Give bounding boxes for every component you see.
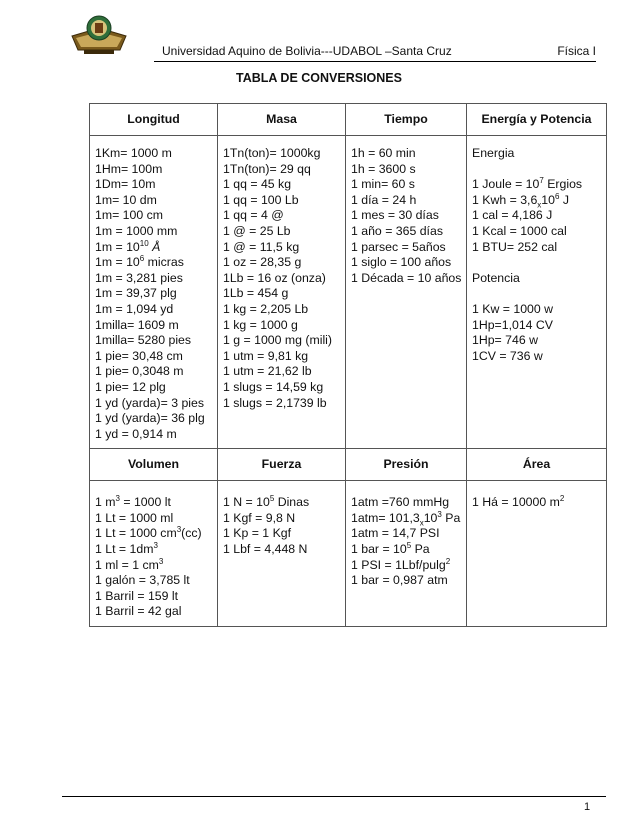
- header-tiempo: Tiempo: [346, 104, 467, 136]
- list-item: [351, 558, 461, 574]
- list-item: 1Hm= 100m: [95, 161, 163, 176]
- udabol-logo-icon: [68, 14, 130, 56]
- exponent: 10: [139, 238, 149, 248]
- exponent: 2: [445, 556, 451, 566]
- list-item: 1 pie= 0,3048 m: [95, 364, 184, 379]
- content-row-bottom: [90, 481, 607, 627]
- list-item: 1 utm = 9,81 kg: [223, 348, 309, 363]
- list-item: 1 yd (yarda)= 3 pies: [95, 395, 205, 410]
- text: 1 bar = 10: [351, 542, 407, 557]
- list-item: [95, 255, 212, 271]
- header-divider: [154, 61, 596, 62]
- list-item: 1Km= 1000 m: [95, 146, 172, 160]
- list-item: 1 año = 365 días: [351, 223, 443, 238]
- header-fuerza: Fuerza: [218, 449, 346, 481]
- list-item: 1 Barril = 42 gal: [95, 604, 182, 619]
- list-item: 1Tn(ton)= 1000kg: [223, 146, 321, 160]
- list-item: 1m = 39,37 plg: [95, 286, 177, 301]
- header-volumen: Volumen: [90, 449, 218, 481]
- spacer: [472, 162, 601, 178]
- list-item: 1milla= 5280 pies: [95, 333, 192, 348]
- section-label-energia: Energia: [472, 146, 515, 160]
- header-subject: Física I: [557, 44, 596, 58]
- list-item: 1 Década = 10 años: [351, 270, 462, 285]
- list-item: 1 bar = 0,987 atm: [351, 573, 448, 588]
- page-title: TABLA DE CONVERSIONES: [236, 71, 402, 85]
- list-item: 1 pie= 12 plg: [95, 379, 166, 394]
- list-item: 1 pie= 30,48 cm: [95, 348, 183, 363]
- text: 10: [423, 510, 438, 525]
- text: Dinas: [274, 495, 310, 510]
- cell-energia-potencia: [467, 136, 607, 449]
- content-row-top: [90, 136, 607, 449]
- text: 10: [541, 192, 555, 207]
- angstrom-symbol: Å: [152, 239, 161, 254]
- cell-presion: [346, 481, 467, 627]
- text: (cc): [181, 526, 202, 541]
- cell-longitud: [90, 136, 218, 449]
- page-number: 1: [584, 801, 591, 813]
- list-item: 1 día = 24 h: [351, 192, 417, 207]
- text: 1m = 10: [95, 255, 140, 270]
- list-item: 1h = 60 min: [351, 146, 416, 160]
- list-item: 1Dm= 10m: [95, 177, 156, 192]
- list-item: 1m = 1,094 yd: [95, 301, 174, 316]
- header-energia-potencia: Energía y Potencia: [467, 104, 607, 136]
- exponent: 3: [158, 556, 164, 566]
- text: Pa: [441, 510, 461, 525]
- list-item: 1h = 3600 s: [351, 161, 416, 176]
- text: 1 Joule = 10: [472, 177, 540, 192]
- list-item: 1 yd = 0,914 m: [95, 426, 177, 441]
- list-item: 1atm = 14,7 PSI: [351, 526, 440, 541]
- list-item: 1 qq = 45 kg: [223, 177, 292, 192]
- text: 1 Kwh = 3,6: [472, 192, 538, 207]
- list-item: 1milla= 1609 m: [95, 317, 179, 332]
- subscript: x: [537, 200, 542, 210]
- list-item: [95, 558, 212, 574]
- list-item: [95, 526, 212, 542]
- text: 1atm= 101,3: [351, 510, 420, 525]
- list-item: 1m= 10 dm: [95, 192, 157, 207]
- exponent: 3: [115, 494, 120, 504]
- text: 1 Lt = 1000 cm: [95, 526, 177, 541]
- exponent: 6: [139, 254, 145, 264]
- header-row-bottom: [90, 449, 607, 481]
- list-item: 1 yd (yarda)= 36 plg: [95, 411, 205, 426]
- exponent: 3: [153, 540, 158, 550]
- list-item: 1 utm = 21,62 lb: [223, 364, 312, 379]
- list-item: 1m= 100 cm: [95, 208, 164, 223]
- list-item: 1CV = 736 w: [472, 348, 543, 363]
- text: 1m = 10: [95, 239, 140, 254]
- list-item: 1 qq = 4 @: [223, 208, 284, 223]
- list-item: 1 siglo = 100 años: [351, 255, 452, 270]
- list-item: 1 kg = 2,205 Lb: [223, 301, 309, 316]
- text: Pa: [411, 542, 430, 557]
- exponent: 3: [176, 525, 182, 535]
- exponent: 5: [406, 540, 412, 550]
- list-item: 1m = 1000 mm: [95, 223, 178, 238]
- header-presion: Presión: [346, 449, 467, 481]
- subscript: x: [419, 518, 424, 528]
- cell-volumen: [90, 481, 218, 627]
- list-item: 1 oz = 28,35 g: [223, 255, 302, 270]
- cell-tiempo: [346, 136, 467, 449]
- text: 1 PSI = 1Lbf/pulg: [351, 557, 446, 572]
- list-item: 1atm =760 mmHg: [351, 495, 450, 510]
- exponent: 2: [559, 494, 565, 504]
- header-row-top: [90, 104, 607, 136]
- list-item: [223, 495, 340, 511]
- list-item: 1 mes = 30 días: [351, 208, 439, 223]
- header-longitud: Longitud: [90, 104, 218, 136]
- header-masa: Masa: [218, 104, 346, 136]
- list-item: 1 BTU= 252 cal: [472, 239, 558, 254]
- list-item: 1Hp=1,014 CV: [472, 317, 554, 332]
- list-item: 1 galón = 3,785 lt: [95, 573, 190, 588]
- text: = 1000 lt: [119, 495, 171, 510]
- text: 1 ml = 1 cm: [95, 557, 159, 572]
- cell-masa: [218, 136, 346, 449]
- list-item: 1 parsec = 5años: [351, 239, 446, 254]
- page-header: [62, 14, 596, 59]
- list-item: 1 g = 1000 mg (mili): [223, 333, 333, 348]
- list-item: [95, 495, 212, 511]
- text: J: [559, 192, 570, 207]
- list-item: [351, 542, 461, 558]
- text: Ergios: [543, 177, 583, 192]
- conversion-table: [89, 103, 607, 627]
- list-item: 1 Kgf = 9,8 N: [223, 510, 296, 525]
- text: micras: [144, 255, 184, 270]
- list-item: 1 Kw = 1000 w: [472, 301, 554, 316]
- list-item: 1 Kcal = 1000 cal: [472, 223, 567, 238]
- list-item: 1 Lt = 1000 ml: [95, 510, 174, 525]
- list-item: 1 slugs = 2,1739 lb: [223, 395, 327, 410]
- list-item: 1 @ = 25 Lb: [223, 223, 291, 238]
- text: 1 m: [95, 495, 116, 510]
- footer-divider: [62, 796, 606, 797]
- list-item: 1 Kp = 1 Kgf: [223, 526, 292, 541]
- exponent: 5: [269, 494, 275, 504]
- list-item: 1 qq = 100 Lb: [223, 192, 299, 207]
- list-item: [351, 511, 461, 527]
- list-item: 1 Lbf = 4,448 N: [223, 542, 308, 557]
- list-item: [95, 542, 212, 558]
- list-item: 1 @ = 11,5 kg: [223, 239, 300, 254]
- list-item: [95, 240, 212, 256]
- text: 1 Há = 10000 m: [472, 495, 560, 510]
- exponent: 7: [539, 176, 544, 186]
- list-item: 1 cal = 4,186 J: [472, 208, 553, 223]
- list-item: 1Tn(ton)= 29 qq: [223, 161, 311, 176]
- text: 1 Lt = 1dm: [95, 542, 154, 557]
- cell-fuerza: [218, 481, 346, 627]
- list-item: 1 Barril = 159 lt: [95, 588, 179, 603]
- section-label-potencia: Potencia: [472, 270, 520, 285]
- list-item: [472, 495, 601, 511]
- list-item: 1 kg = 1000 g: [223, 317, 298, 332]
- list-item: 1Lb = 16 oz (onza): [223, 270, 326, 285]
- text: 1 N = 10: [223, 495, 270, 510]
- spacer: [472, 255, 601, 271]
- list-item: 1Hp= 746 w: [472, 333, 538, 348]
- list-item: 1m = 3,281 pies: [95, 270, 183, 285]
- list-item: 1Lb = 454 g: [223, 286, 289, 301]
- cell-area: [467, 481, 607, 627]
- list-item: [472, 193, 601, 209]
- list-item: 1 min= 60 s: [351, 177, 415, 192]
- spacer: [472, 286, 601, 302]
- list-item: 1 slugs = 14,59 kg: [223, 379, 324, 394]
- header-institution: Universidad Aquino de Bolivia---UDABOL –Santa Cruz: [162, 44, 452, 58]
- exponent: 6: [554, 191, 560, 201]
- exponent: 3: [437, 509, 442, 519]
- header-area: Área: [467, 449, 607, 481]
- list-item: [472, 177, 601, 193]
